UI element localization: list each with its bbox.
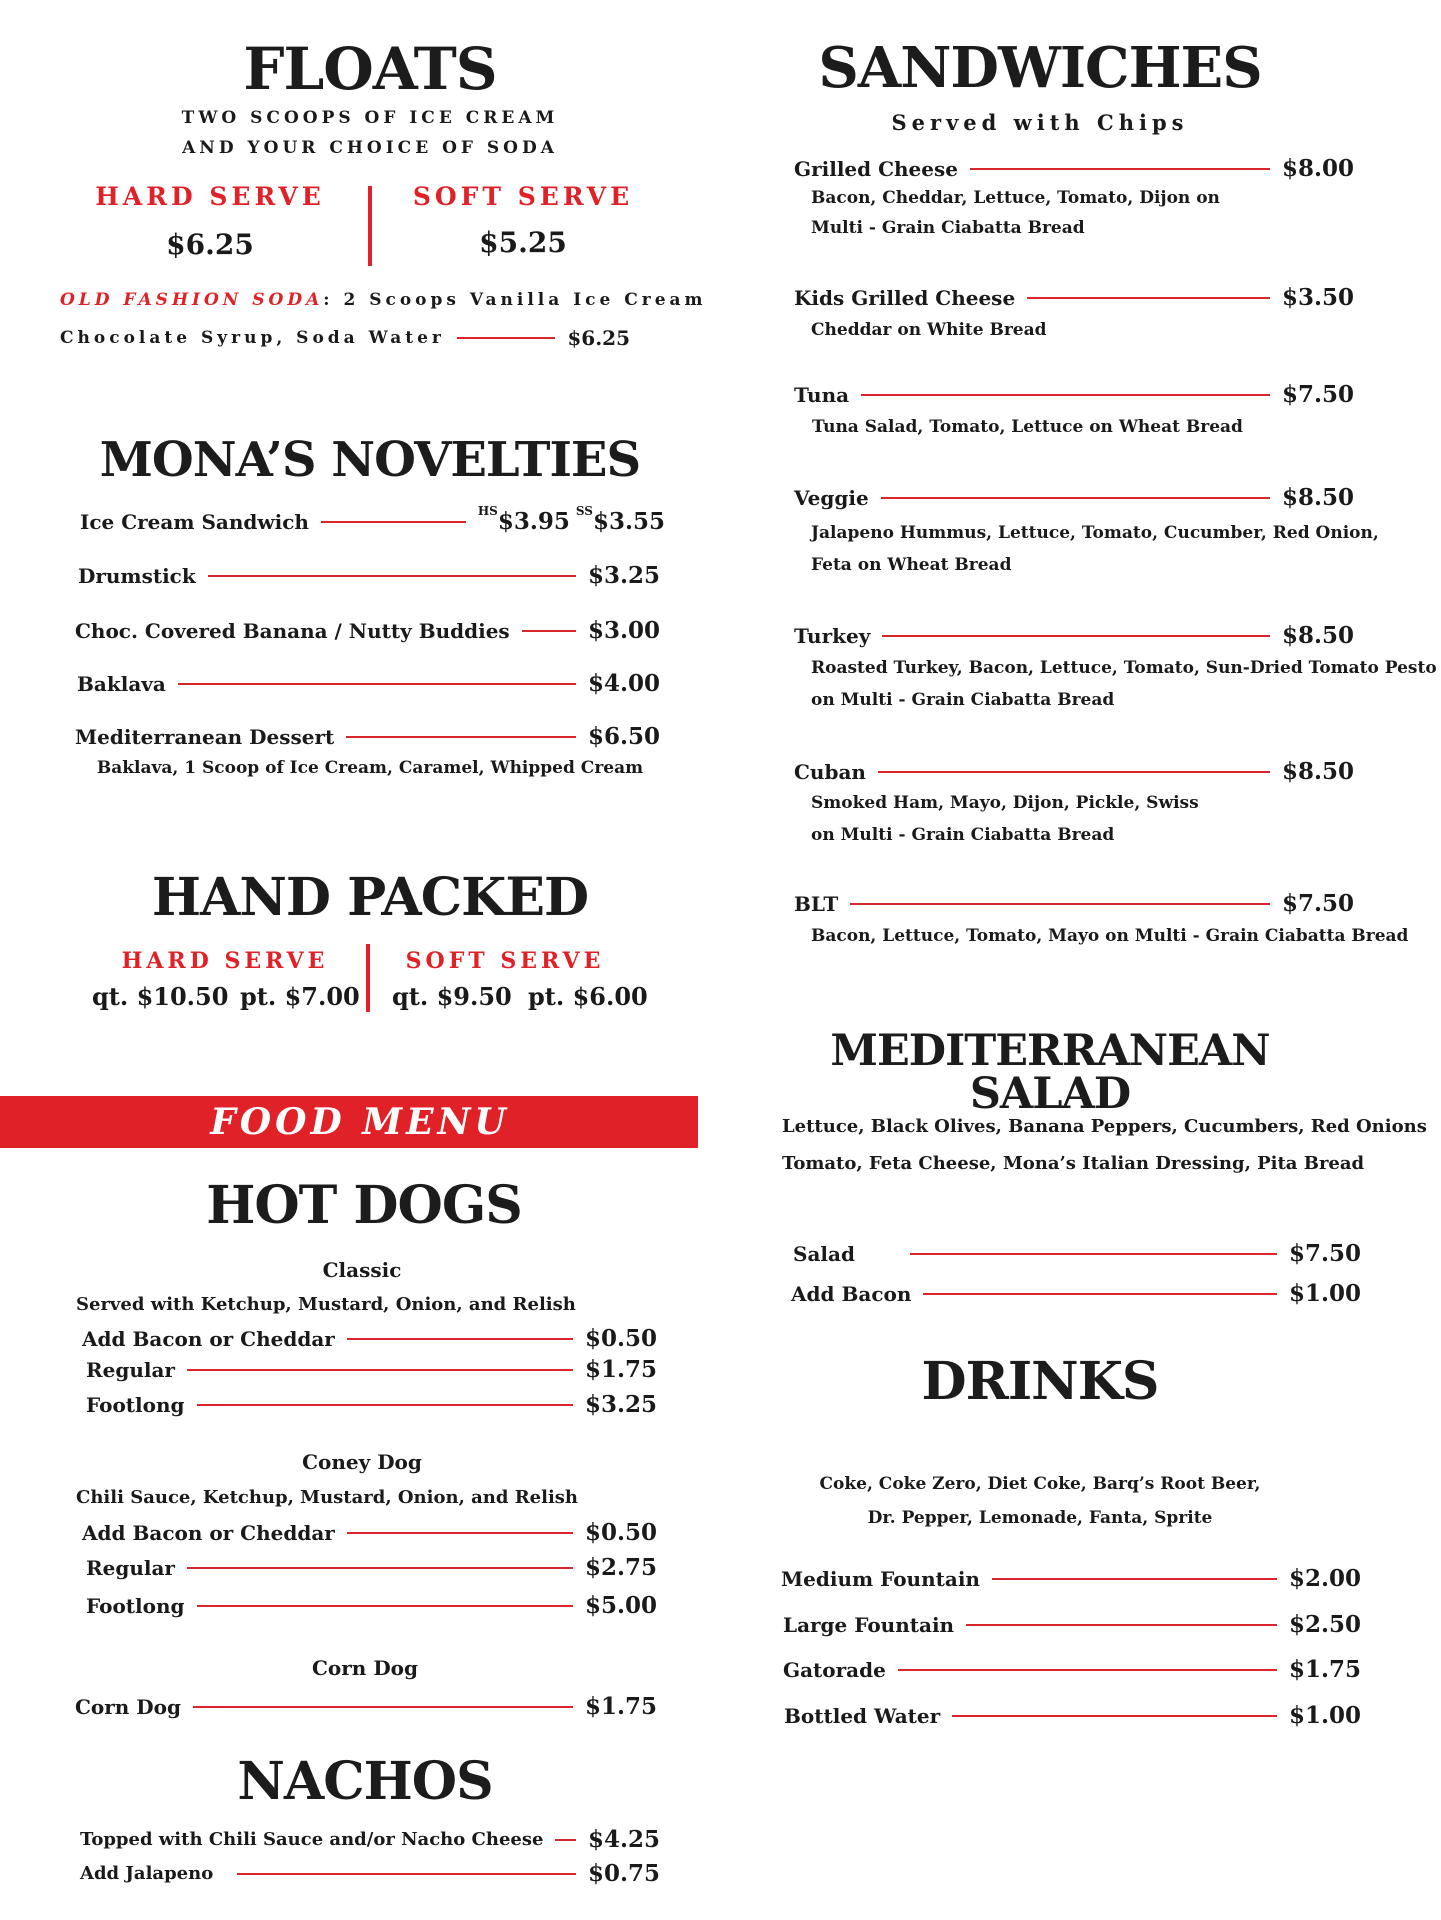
classic-desc: Served with Ketchup, Mustard, Onion, and Relish xyxy=(76,1294,576,1315)
hotdog-item xyxy=(86,1356,657,1383)
sandwich-price: $7.50 xyxy=(1281,890,1354,917)
old-fashion-soda-label: OLD FASHION SODA xyxy=(60,290,324,310)
hotdog-name: Add Bacon or Cheddar xyxy=(82,1326,335,1351)
hand-packed-soft-label: SOFT SERVE xyxy=(405,948,605,974)
novelty-hs-price xyxy=(477,504,570,535)
drink-item xyxy=(784,1702,1361,1729)
sandwich-desc: Smoked Ham, Mayo, Dijon, Pickle, Swiss xyxy=(811,793,1199,813)
sandwich-price: $8.00 xyxy=(1281,155,1354,182)
hotdog-price: $1.75 xyxy=(584,1693,657,1720)
hand-packed-hard-pt: pt. $7.00 xyxy=(240,982,360,1011)
novelty-name: Ice Cream Sandwich xyxy=(80,509,309,534)
sandwich-name: Grilled Cheese xyxy=(794,156,958,181)
hotdog-price: $5.00 xyxy=(584,1592,657,1619)
old-fashion-soda-line1 xyxy=(60,290,707,310)
hotdog-name: Regular xyxy=(86,1555,175,1580)
nachos-item xyxy=(80,1860,660,1887)
old-fashion-soda-rest: : 2 Scoops Vanilla Ice Cream xyxy=(323,290,707,310)
novelty-item xyxy=(78,562,660,589)
hotdog-item xyxy=(82,1519,657,1546)
hotdog-price: $1.75 xyxy=(584,1356,657,1383)
sandwich-item xyxy=(794,622,1354,649)
sandwich-desc: on Multi - Grain Ciabatta Bread xyxy=(811,825,1115,845)
sandwiches-subtitle: Served with Chips xyxy=(891,110,1189,135)
salad-item xyxy=(791,1280,1361,1307)
corn-heading: Corn Dog xyxy=(312,1656,418,1680)
food-menu-banner-text: FOOD MENU xyxy=(210,1101,510,1143)
hand-packed-divider xyxy=(366,944,370,1012)
leader-line xyxy=(1027,297,1270,299)
leader-line xyxy=(952,1715,1277,1717)
leader-line xyxy=(347,1338,573,1340)
leader-line xyxy=(882,635,1270,637)
classic-heading: Classic xyxy=(322,1258,402,1282)
hotdog-name: Footlong xyxy=(86,1593,185,1618)
leader-line xyxy=(861,394,1270,396)
sandwich-price: $3.50 xyxy=(1281,284,1354,311)
sandwich-name: BLT xyxy=(794,891,839,916)
nachos-title: NACHOS xyxy=(237,1751,493,1812)
novelty-item xyxy=(77,670,660,697)
novelty-price: $4.00 xyxy=(587,670,660,697)
drink-item xyxy=(781,1565,1361,1592)
salad-price: $7.50 xyxy=(1288,1240,1361,1267)
hotdog-price: $2.75 xyxy=(584,1554,657,1581)
hotdog-price: $0.50 xyxy=(584,1519,657,1546)
old-fashion-soda-row xyxy=(60,326,630,350)
sandwich-desc: Feta on Wheat Bread xyxy=(811,555,1012,575)
novelty-name: Mediterranean Dessert xyxy=(75,724,335,749)
hand-packed-soft-pt: pt. $6.00 xyxy=(528,982,648,1011)
novelty-ss-price xyxy=(575,504,665,535)
nachos-price: $0.75 xyxy=(587,1860,660,1887)
novelty-name: Baklava xyxy=(77,671,166,696)
novelty-item xyxy=(75,617,660,644)
floats-title: FLOATS xyxy=(243,35,497,103)
hand-packed-title: HAND PACKED xyxy=(151,867,589,928)
drink-name: Large Fountain xyxy=(783,1612,955,1637)
drinks-desc-line1: Coke, Coke Zero, Diet Coke, Barq’s Root Beer, xyxy=(819,1474,1261,1494)
food-menu-banner xyxy=(0,1096,698,1148)
hotdog-price: $0.50 xyxy=(584,1325,657,1352)
nachos-name: Topped with Chili Sauce and/or Nacho Cheese xyxy=(80,1829,544,1850)
sandwich-name: Cuban xyxy=(794,759,866,784)
sandwich-item xyxy=(794,284,1354,311)
leader-line xyxy=(197,1605,573,1607)
novelty-name: Drumstick xyxy=(78,563,196,588)
leader-line xyxy=(346,736,576,738)
hotdog-item xyxy=(75,1693,657,1720)
drink-item xyxy=(783,1611,1361,1638)
sandwich-item xyxy=(794,890,1354,917)
leader-line xyxy=(966,1624,1277,1626)
floats-soft-label: SOFT SERVE xyxy=(412,182,634,211)
hotdog-name: Add Bacon or Cheddar xyxy=(82,1520,335,1545)
sandwich-item xyxy=(794,484,1354,511)
sandwich-name: Veggie xyxy=(794,485,869,510)
sandwich-desc: Cheddar on White Bread xyxy=(811,320,1047,340)
drinks-title: DRINKS xyxy=(921,1351,1159,1412)
hotdog-item xyxy=(86,1592,657,1619)
sandwich-item xyxy=(794,155,1354,182)
old-fashion-soda-line2: Chocolate Syrup, Soda Water xyxy=(60,328,445,348)
salad-price: $1.00 xyxy=(1288,1280,1361,1307)
leader-line xyxy=(881,497,1270,499)
sandwich-name: Tuna xyxy=(794,382,850,407)
drinks-desc-line2: Dr. Pepper, Lemonade, Fanta, Sprite xyxy=(867,1508,1213,1528)
sandwich-price: $8.50 xyxy=(1281,622,1354,649)
hotdog-name: Corn Dog xyxy=(75,1694,181,1719)
leader-line xyxy=(910,1253,1277,1255)
hand-packed-soft-qt: qt. $9.50 xyxy=(392,982,512,1011)
sandwich-name: Kids Grilled Cheese xyxy=(794,285,1016,310)
leader-line xyxy=(187,1567,573,1569)
leader-line xyxy=(878,771,1270,773)
leader-line xyxy=(992,1578,1277,1580)
drink-price: $1.75 xyxy=(1288,1656,1361,1683)
drink-name: Bottled Water xyxy=(784,1703,941,1728)
novelty-item xyxy=(75,723,660,750)
floats-desc-line2: AND YOUR CHOICE OF SODA xyxy=(182,138,558,158)
nachos-name: Add Jalapeno xyxy=(80,1863,214,1884)
floats-hard-price: $6.25 xyxy=(166,228,254,261)
salad-name: Add Bacon xyxy=(791,1281,912,1306)
leader-line xyxy=(347,1532,573,1534)
salad-desc-line2: Tomato, Feta Cheese, Mona’s Italian Dressing, Pita Bread xyxy=(782,1153,1365,1174)
sandwich-desc: Roasted Turkey, Bacon, Lettuce, Tomato, Sun-Dried Tomato Pesto xyxy=(811,658,1437,678)
drink-name: Medium Fountain xyxy=(781,1566,980,1591)
hs-price-value: $3.95 xyxy=(497,508,570,535)
salad-name: Salad xyxy=(793,1241,855,1266)
salad-title: MEDITERRANEAN SALAD xyxy=(830,1026,1270,1119)
leader-line xyxy=(923,1293,1277,1295)
floats-hard-label: HARD SERVE xyxy=(95,182,325,211)
sandwich-desc: Multi - Grain Ciabatta Bread xyxy=(811,218,1085,238)
hotdog-item xyxy=(86,1391,657,1418)
sandwich-desc: on Multi - Grain Ciabatta Bread xyxy=(811,690,1115,710)
hotdog-name: Footlong xyxy=(86,1392,185,1417)
nachos-price: $4.25 xyxy=(587,1826,660,1853)
novelty-name: Choc. Covered Banana / Nutty Buddies xyxy=(75,618,510,643)
drink-price: $2.00 xyxy=(1288,1565,1361,1592)
sandwich-item xyxy=(794,758,1354,785)
leader-line xyxy=(970,168,1270,170)
sandwich-desc: Jalapeno Hummus, Lettuce, Tomato, Cucumber, Red Onion, xyxy=(811,523,1379,543)
dotted-leader xyxy=(457,337,555,339)
leader-line xyxy=(187,1369,573,1371)
sandwich-price: $8.50 xyxy=(1281,758,1354,785)
novelty-price: $3.25 xyxy=(587,562,660,589)
hs-tag: HS xyxy=(477,504,498,518)
old-fashion-soda-price: $6.25 xyxy=(567,326,630,350)
salad-item xyxy=(793,1240,1361,1267)
drink-item xyxy=(783,1656,1361,1683)
sandwich-desc: Tuna Salad, Tomato, Lettuce on Wheat Bread xyxy=(812,417,1243,437)
leader-line xyxy=(208,575,576,577)
leader-line xyxy=(898,1669,1277,1671)
leader-line xyxy=(522,630,576,632)
floats-soft-price: $5.25 xyxy=(479,226,567,259)
novelty-desc: Baklava, 1 Scoop of Ice Cream, Caramel, Whipped Cream xyxy=(96,758,644,778)
sandwich-price: $7.50 xyxy=(1281,381,1354,408)
hotdog-item xyxy=(82,1325,657,1352)
novelty-item xyxy=(80,504,665,535)
novelty-price: $6.50 xyxy=(587,723,660,750)
hotdog-name: Regular xyxy=(86,1357,175,1382)
floats-divider xyxy=(368,186,372,266)
novelties-title: MONA’S NOVELTIES xyxy=(99,432,641,488)
hand-packed-hard-qt: qt. $10.50 xyxy=(92,982,229,1011)
hot-dogs-title: HOT DOGS xyxy=(206,1175,522,1236)
leader-line xyxy=(555,1839,576,1841)
leader-line xyxy=(193,1706,573,1708)
leader-line xyxy=(178,683,576,685)
sandwich-desc: Bacon, Lettuce, Tomato, Mayo on Multi - Grain Ciabatta Bread xyxy=(811,926,1409,946)
novelty-price: $3.00 xyxy=(587,617,660,644)
drink-name: Gatorade xyxy=(783,1657,886,1682)
sandwich-desc: Bacon, Cheddar, Lettuce, Tomato, Dijon on xyxy=(811,188,1220,208)
ss-price-value: $3.55 xyxy=(592,508,665,535)
leader-line xyxy=(237,1873,576,1875)
coney-heading: Coney Dog xyxy=(302,1450,422,1474)
hotdog-price: $3.25 xyxy=(584,1391,657,1418)
sandwich-price: $8.50 xyxy=(1281,484,1354,511)
leader-line xyxy=(321,521,466,523)
coney-desc: Chili Sauce, Ketchup, Mustard, Onion, and Relish xyxy=(76,1487,579,1508)
drink-price: $1.00 xyxy=(1288,1702,1361,1729)
hand-packed-hard-label: HARD SERVE xyxy=(121,948,329,974)
ss-tag: SS xyxy=(575,504,593,518)
salad-desc-line1: Lettuce, Black Olives, Banana Peppers, Cucumbers, Red Onions xyxy=(782,1116,1427,1137)
leader-line xyxy=(197,1404,573,1406)
sandwiches-title: SANDWICHES xyxy=(818,35,1262,101)
floats-desc-line1: TWO SCOOPS OF ICE CREAM xyxy=(181,108,559,128)
leader-line xyxy=(850,903,1270,905)
sandwich-item xyxy=(794,381,1354,408)
sandwich-name: Turkey xyxy=(794,623,871,648)
nachos-item xyxy=(80,1826,660,1853)
hotdog-item xyxy=(86,1554,657,1581)
drink-price: $2.50 xyxy=(1288,1611,1361,1638)
